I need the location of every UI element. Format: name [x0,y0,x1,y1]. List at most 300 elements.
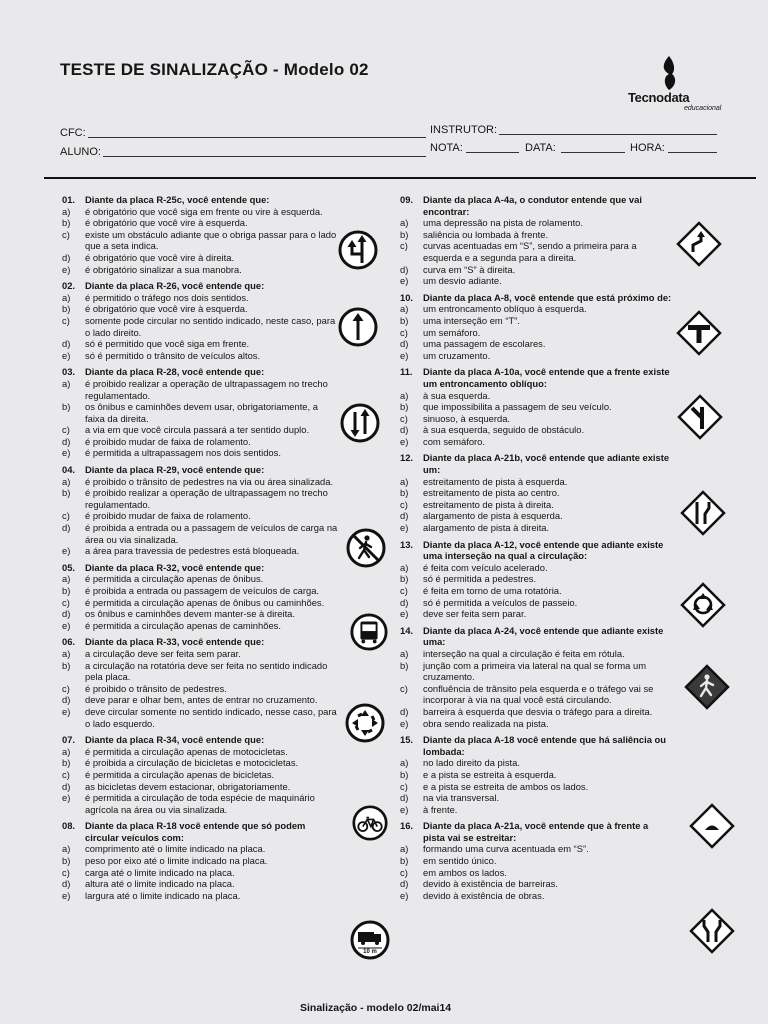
option-letter: d) [62,878,71,890]
answer-option[interactable] [62,229,340,252]
nota-label: NOTA: [430,142,463,154]
question-number: 13. [400,538,414,550]
answer-option[interactable] [400,792,672,804]
question-item [400,452,672,533]
option-letter: b) [62,757,71,769]
a21a-sign-icon [689,908,735,954]
option-text: curvas acentuadas em “S”, sendo a primeira para a esquerda e a segunda para a direita. [423,240,637,263]
option-text: alargamento de pista à esquerda. [423,510,563,522]
option-letter: b) [62,585,71,596]
question-text: Diante da placa R-29, você entende que: [85,464,265,476]
answer-option[interactable] [400,757,672,769]
answer-option[interactable] [62,401,340,424]
answer-option[interactable] [400,264,672,276]
question-item [62,366,340,459]
option-text: só é permitida a pedestres. [423,573,537,585]
option-letter: c) [400,780,408,792]
answer-option[interactable] [400,240,672,263]
option-text: deve parar e olhar bem, antes de entrar no cruzamento. [85,694,318,706]
option-text: só é permitida a veículos de passeio. [423,596,578,608]
option-text: altura até o limite indicado na placa. [85,878,235,890]
header-divider [44,177,756,179]
option-letter: e) [400,803,409,815]
answer-option[interactable] [400,683,672,706]
option-text: e a pista se estreita à esquerda. [423,768,557,780]
option-text: é permitida a circulação apenas de ônibus ou caminhões. [85,596,325,608]
option-letter: a) [62,291,71,303]
r28-sign-icon [340,403,380,443]
answer-option[interactable] [62,522,340,545]
answer-option[interactable] [400,781,672,793]
answer-option[interactable] [400,487,672,499]
answer-option[interactable] [62,706,340,729]
option-text: em ambos os lados. [423,866,507,878]
answer-option[interactable] [400,275,672,287]
aluno-field[interactable] [103,156,426,157]
answer-option[interactable] [62,867,340,879]
answer-option[interactable] [62,781,340,793]
option-text: é proibida a circulação de bicicletas e motocicletas. [85,757,299,769]
option-text: à sua esquerda, seguido de obstáculo. [423,424,585,436]
answer-option[interactable] [62,487,340,510]
answer-option[interactable] [62,378,340,401]
option-text: é obrigatório que você vire à direita. [85,251,235,263]
option-letter: e) [62,349,71,361]
answer-option[interactable] [62,338,340,350]
option-letter: c) [62,682,70,694]
r26-sign-icon [338,307,378,347]
option-text: devido à existência de obras. [423,889,545,901]
option-text: saliência ou lombada à frente. [423,228,549,240]
option-text: que impossibilita a passagem de seu veículo. [423,401,612,413]
data-field[interactable] [561,152,625,153]
question-text: Diante da placa R-18 você entende que só podem circular veículos com: [85,820,306,843]
option-text: é permitida a circulação apenas de motocicletas. [85,745,288,757]
option-text: é proibida a entrada ou passagem de veículos de carga. [85,585,320,596]
option-letter: e) [400,717,409,729]
option-letter: c) [400,682,408,694]
answer-option[interactable] [400,390,672,402]
question-header [62,366,340,378]
option-letter: e) [400,435,409,447]
question-number: 05. [62,561,76,573]
r32-sign-icon [350,613,388,651]
option-letter: e) [400,608,409,620]
answer-option[interactable] [400,878,672,890]
option-text: a circulação na rotatória deve ser feita no sentido indicado pela placa. [85,659,328,683]
option-letter: a) [62,647,71,659]
answer-option[interactable] [400,327,672,339]
option-text: em sentido único. [423,855,497,867]
option-letter: e) [62,263,71,275]
question-number: 07. [62,734,76,746]
option-text: junção com a primeira via lateral na qual se forma um cruzamento. [423,659,647,683]
option-text: é permitido o tráfego nos dois sentidos. [85,291,249,303]
option-letter: a) [400,475,409,487]
tecnodata-logo [626,56,746,116]
option-letter: d) [62,694,71,706]
option-text: devido à existência de barreiras. [423,878,558,890]
answer-option[interactable] [400,476,672,488]
answer-option[interactable] [62,746,340,758]
answer-option[interactable] [62,597,340,609]
nota-field[interactable] [466,152,519,153]
option-text: à frente. [423,803,458,815]
option-letter: a) [400,389,409,401]
questions-right-column [400,194,672,906]
question-item [400,539,672,620]
a18-sign-icon [689,803,735,849]
option-letter: b) [400,659,409,671]
option-text: sinuoso, à esquerda. [423,412,511,424]
question-item [400,734,672,815]
option-letter: e) [62,889,71,901]
option-letter: d) [62,608,71,620]
question-header [400,292,672,304]
option-letter: a) [400,757,409,769]
answer-option[interactable] [400,522,672,534]
answer-option[interactable] [400,597,672,609]
option-letter: c) [62,228,70,240]
question-number: 12. [400,452,414,464]
option-letter: d) [400,263,409,275]
option-text: barreira à esquerda que desvia o tráfego para a direita. [423,705,653,717]
option-text: no lado direito da pista. [423,757,520,769]
option-letter: e) [62,447,71,459]
question-header [62,464,340,476]
question-item [62,464,340,557]
option-text: os ônibus e caminhões devem manter-se à direita. [85,608,296,620]
question-item [62,820,340,901]
option-letter: d) [400,792,409,804]
option-letter: a) [62,573,71,585]
r34-sign-icon [352,805,388,841]
option-letter: b) [400,855,409,867]
option-letter: d) [62,338,71,350]
option-text: só é permitido que você siga em frente. [85,338,250,350]
answer-option[interactable] [62,217,340,229]
option-letter: b) [400,487,409,499]
logo-mark-icon [660,56,678,90]
option-letter: a) [62,843,71,855]
question-item [400,366,672,447]
question-header [400,734,672,757]
answer-option[interactable] [400,867,672,879]
option-text: é proibido realizar a operação de ultrapassagem no trecho regulamentado. [85,377,328,401]
question-header [62,280,340,292]
option-letter: b) [400,573,409,585]
question-text: Diante da placa A-24, você entende que adiante existe uma: [423,624,664,648]
instrutor-field[interactable] [499,134,717,135]
option-text: é permitida a circulação apenas de bicicletas. [85,768,275,780]
option-letter: d) [400,424,409,436]
option-letter: d) [400,596,409,608]
answer-option[interactable] [62,757,340,769]
answer-option[interactable] [400,350,672,362]
answer-option[interactable] [62,878,340,890]
question-header [400,366,672,389]
question-header [400,194,672,217]
answer-option[interactable] [62,292,340,304]
answer-option[interactable] [62,447,340,459]
question-header [400,625,672,648]
option-letter: e) [400,889,409,901]
question-number: 14. [400,624,414,636]
option-letter: b) [400,314,409,326]
answer-option[interactable] [62,660,340,683]
option-text: peso por eixo até o limite indicado na placa. [85,855,268,867]
question-text: Diante da placa R-26, você entende que: [85,280,265,292]
option-letter: e) [62,792,71,804]
option-letter: b) [62,855,71,867]
option-letter: c) [62,866,70,878]
question-header [62,194,340,206]
option-text: estreitamento de pista à direita. [423,498,554,510]
a12-sign-icon [680,582,726,628]
a10a-sign-icon [677,394,723,440]
option-text: deve circular somente no sentido indicado, nesse caso, para o lado esquerdo. [85,705,337,729]
answer-option[interactable] [400,229,672,241]
option-text: interseção na qual a circulação é feita em rótula. [423,647,625,659]
answer-option[interactable] [400,315,672,327]
answer-option[interactable] [62,303,340,315]
option-text: um cruzamento. [423,349,491,361]
option-text: é proibido mudar de faixa de rolamento. [85,510,251,522]
option-letter: e) [400,349,409,361]
answer-option[interactable] [62,648,340,660]
option-text: comprimento até o limite indicado na placa. [85,843,266,855]
answer-option[interactable] [62,769,340,781]
page-footer: Sinalização - modelo 02/mai14 [300,1002,452,1014]
hora-field[interactable] [668,152,717,153]
question-header [62,820,340,843]
option-letter: d) [62,522,71,534]
option-letter: a) [400,217,409,229]
question-text: Diante da placa R-28, você entende que: [85,366,265,378]
cfc-field[interactable] [88,137,426,138]
answer-option[interactable] [62,573,340,585]
question-text: Diante da placa A-10a, você entende que a frente existe um entroncamento oblíquo: [423,366,670,389]
question-item [400,625,672,729]
answer-option[interactable] [400,424,672,436]
answer-option[interactable] [62,683,340,695]
option-letter: e) [62,705,71,717]
option-text: estreitamento de pista ao centro. [423,487,560,499]
answer-option[interactable] [62,890,340,902]
option-text: é proibido o trânsito de pedestres na via ou área sinalizada. [85,475,334,487]
question-item [400,820,672,901]
option-text: as bicicletas devem estacionar, obrigatoriamente. [85,780,291,792]
question-text: Diante da placa A-8, você entende que está próximo de: [423,291,672,303]
answer-option[interactable] [400,338,672,350]
aluno-label: ALUNO: [60,146,101,158]
data-label: DATA: [525,142,556,154]
answer-option[interactable] [62,608,340,620]
answer-option[interactable] [400,890,672,902]
option-letter: d) [62,780,71,792]
answer-option[interactable] [62,436,340,448]
option-letter: c) [62,510,70,522]
question-text: Diante da placa A-12, você entende que adiante existe uma interseção na qual a circulação: [423,538,664,562]
r18-sign-icon [350,920,390,960]
answer-option[interactable] [400,648,672,660]
answer-option[interactable] [62,510,340,522]
answer-option[interactable] [400,585,672,597]
answer-option[interactable] [400,436,672,448]
answer-option[interactable] [400,660,672,683]
option-letter: e) [400,275,409,287]
option-letter: c) [400,240,408,252]
option-text: e a pista se estreita de ambos os lados. [423,780,589,792]
r25c-sign-icon [338,230,378,270]
question-item [62,636,340,729]
answer-option[interactable] [400,573,672,585]
option-text: um desvio adiante. [423,275,502,287]
option-letter: b) [400,228,409,240]
option-text: curva em “S” à direita. [423,263,516,275]
option-letter: c) [400,498,408,510]
question-text: Diante da placa R-33, você entende que: [85,636,265,648]
answer-option[interactable] [62,620,340,632]
option-letter: a) [62,377,71,389]
option-text: só é permitido o trânsito de veículos altos. [85,349,261,361]
option-letter: e) [62,545,71,557]
answer-option[interactable] [62,694,340,706]
option-text: é obrigatório sinalizar a sua manobra. [85,263,242,275]
answer-option[interactable] [400,608,672,620]
answer-option[interactable] [400,510,672,522]
r29-sign-icon [346,528,386,568]
answer-option[interactable] [400,401,672,413]
logo-name: Tecnodata [628,90,690,105]
question-number: 16. [400,820,414,832]
option-letter: e) [400,522,409,534]
option-text: é obrigatório que você vire à esquerda. [85,217,248,229]
option-text: à sua esquerda. [423,389,491,401]
answer-option[interactable] [400,706,672,718]
option-letter: a) [400,647,409,659]
option-letter: b) [62,487,71,499]
r33-sign-icon [345,703,385,743]
option-text: é permitida a ultrapassagem nos dois sentidos. [85,447,281,459]
a24-sign-icon [684,664,730,710]
answer-option[interactable] [400,499,672,511]
option-letter: e) [62,619,71,631]
answer-option[interactable] [400,855,672,867]
instrutor-label: INSTRUTOR: [430,124,498,136]
answer-option[interactable] [400,804,672,816]
option-text: é permitida a circulação de toda espécie de maquinário agrícola na área ou via sinalizada. [85,792,315,815]
answer-option[interactable] [62,855,340,867]
a4a-sign-icon [676,221,722,267]
option-text: formando uma curva acentuada em “S”. [423,843,589,855]
option-letter: b) [62,217,71,229]
answer-option[interactable] [62,315,340,338]
answer-option[interactable] [400,769,672,781]
answer-option[interactable] [400,217,672,229]
answer-option[interactable] [400,413,672,425]
answer-option[interactable] [62,476,340,488]
cfc-label: CFC: [60,127,86,139]
answer-option[interactable] [62,843,340,855]
answer-option[interactable] [400,562,672,574]
option-text: uma depressão na pista de rolamento. [423,217,583,229]
answer-option[interactable] [62,585,340,597]
option-text: estreitamento de pista à esquerda. [423,475,568,487]
option-text: é permitida a circulação apenas de caminhões. [85,619,281,631]
option-text: confluência de trânsito pela esquerda e o tráfego vai se incorporar à via na qual você está circulando. [423,682,654,706]
answer-option[interactable] [62,545,340,557]
option-text: obra sendo realizada na pista. [423,717,549,729]
answer-option[interactable] [400,303,672,315]
option-text: é feita em torno de uma rotatória. [423,585,562,596]
option-letter: d) [400,510,409,522]
option-text: alargamento de pista à direita. [423,522,550,534]
option-letter: c) [400,412,408,424]
question-header [400,452,672,475]
answer-option[interactable] [62,350,340,362]
option-text: é feita com veículo acelerado. [423,561,548,573]
option-text: é proibida a entrada ou a passagem de veículos de carga na área ou via sinalizada. [85,522,338,545]
answer-option[interactable] [62,264,340,276]
a21b-sign-icon [680,490,726,536]
option-letter: a) [400,561,409,573]
option-text: com semáforo. [423,435,485,447]
option-text: a circulação deve ser feita sem parar. [85,647,241,659]
question-item [62,562,340,632]
option-letter: d) [62,435,71,447]
option-letter: c) [400,326,408,338]
option-letter: d) [62,251,71,263]
answer-option[interactable] [62,424,340,436]
logo-sub: educacional [684,105,722,112]
option-text: é permitida a circulação apenas de ônibus. [85,573,264,585]
r18-sign-label: 10 m [363,949,377,955]
question-number: 01. [62,194,76,205]
option-text: é proibido realizar a operação de ultrapassagem no trecho regulamentado. [85,487,328,510]
option-letter: a) [400,843,409,855]
a8-sign-icon [676,310,722,356]
option-text: carga até o limite indicado na placa. [85,866,235,878]
option-text: existe um obstáculo adiante que o obriga passar para o lado que a seta indica. [85,228,337,252]
questions-left-column [62,194,340,906]
option-letter: b) [62,659,71,671]
answer-option[interactable] [400,843,672,855]
option-text: é obrigatório que você vire à esquerda. [85,303,248,315]
question-item [62,280,340,361]
question-number: 11. [400,366,413,378]
question-text: Diante da placa A-4a, o condutor entende que vai encontrar: [423,194,642,217]
option-text: somente pode circular no sentido indicado, neste caso, para o lado direito. [85,314,336,338]
hora-label: HORA: [630,142,665,154]
question-header [400,820,672,843]
option-letter: c) [62,768,70,780]
question-text: Diante da placa R-32, você entende que: [85,561,265,573]
option-letter: b) [400,768,409,780]
answer-option[interactable] [62,252,340,264]
answer-option[interactable] [400,718,672,730]
question-item [62,194,340,275]
question-number: 15. [400,734,414,746]
answer-option[interactable] [62,206,340,218]
option-letter: c) [62,314,70,326]
question-header [400,539,672,562]
option-text: uma interseção em “T”. [423,314,520,326]
question-number: 08. [62,820,76,832]
answer-option[interactable] [62,792,340,815]
option-letter: a) [62,745,71,757]
option-letter: d) [400,705,409,717]
